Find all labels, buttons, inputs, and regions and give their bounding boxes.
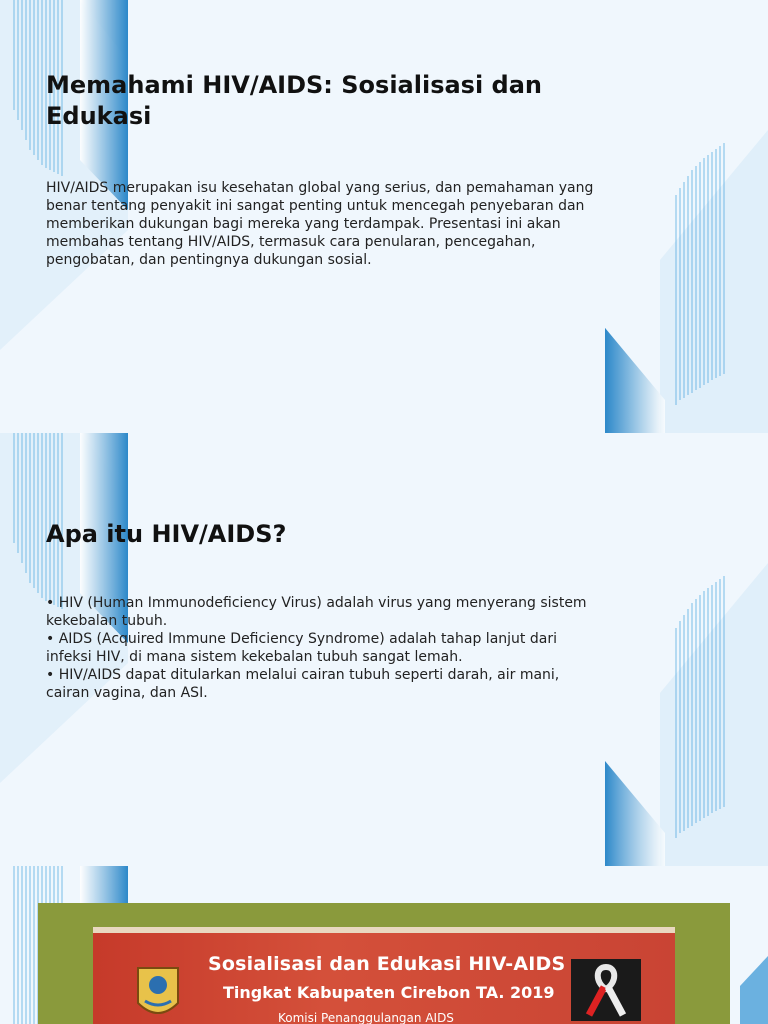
slide-3 [0,866,768,1024]
event-banner [93,927,675,1024]
regency-emblem-icon [133,963,183,1024]
bullet-item: • HIV (Human Immunodeficiency Virus) adalah virus yang menyerang sistem kekebalan tubuh. [46,595,587,629]
banner-title: Sosialisasi dan Edukasi HIV-AIDS [208,953,566,975]
bullet-item: • AIDS (Acquired Immune Deficiency Syndrome) adalah tahap lanjut dari infeksi HIV, di mana sistem kekebalan tubuh sangat lemah. [46,631,557,665]
slide-1 [0,0,768,433]
slide-2 [0,433,768,866]
slide-1-title: Memahami HIV/AIDS: Sosialisasi dan Edukasi [46,71,542,130]
banner-subtitle: Tingkat Kabupaten Cirebon TA. 2019 [223,983,555,1002]
slide-1-body: HIV/AIDS merupakan isu kesehatan global yang serius, dan pemahaman yang benar tentang penyakit ini sangat penting untuk mencegah penyebaran dan memberikan dukungan bagi mereka yang terdampak. Presentasi ini akan membahas tentang HIV/AIDS, termasuk cara penularan, pencegahan, pengobatan, dan pentingnya dukungan sosial. [46,180,594,268]
banner-organization: Komisi Penanggulangan AIDS [278,1011,454,1024]
slide-2-title: Apa itu HIV/AIDS? [46,520,287,548]
red-ribbon-icon [571,959,641,1021]
banner-photo [38,903,730,1024]
slide-2-bullet-list [46,594,606,702]
bullet-item: • HIV/AIDS dapat ditularkan melalui cairan tubuh seperti darah, air mani, cairan vagina, dan ASI. [46,667,560,701]
